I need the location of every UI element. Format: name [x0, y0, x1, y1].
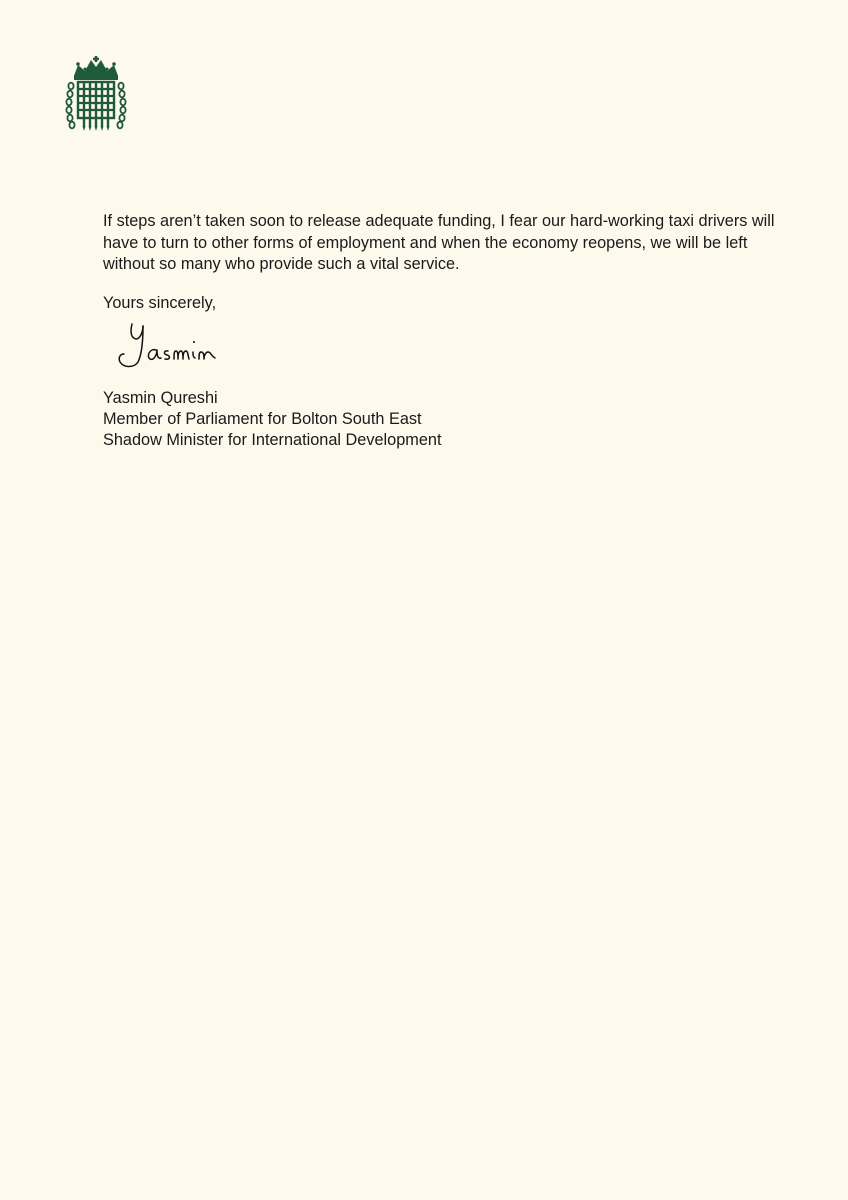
- signature-block: [103, 388, 441, 451]
- handwritten-signature: [112, 318, 232, 378]
- letter-body-paragraph: If steps aren’t taken soon to release adequate funding, I fear our hard-working taxi drivers will have to turn to other forms of employment and when the economy reopens, we will be left without so many who provide such a vital service.: [103, 212, 775, 273]
- signatory-role-mp: Member of Parliament for Bolton South East: [103, 410, 422, 428]
- signatory-role-shadow-minister: Shadow Minister for International Development: [103, 431, 442, 449]
- letter-closing: Yours sincerely,: [103, 294, 217, 312]
- signatory-name: Yasmin Qureshi: [103, 389, 218, 407]
- portcullis-crown-icon: [64, 56, 128, 132]
